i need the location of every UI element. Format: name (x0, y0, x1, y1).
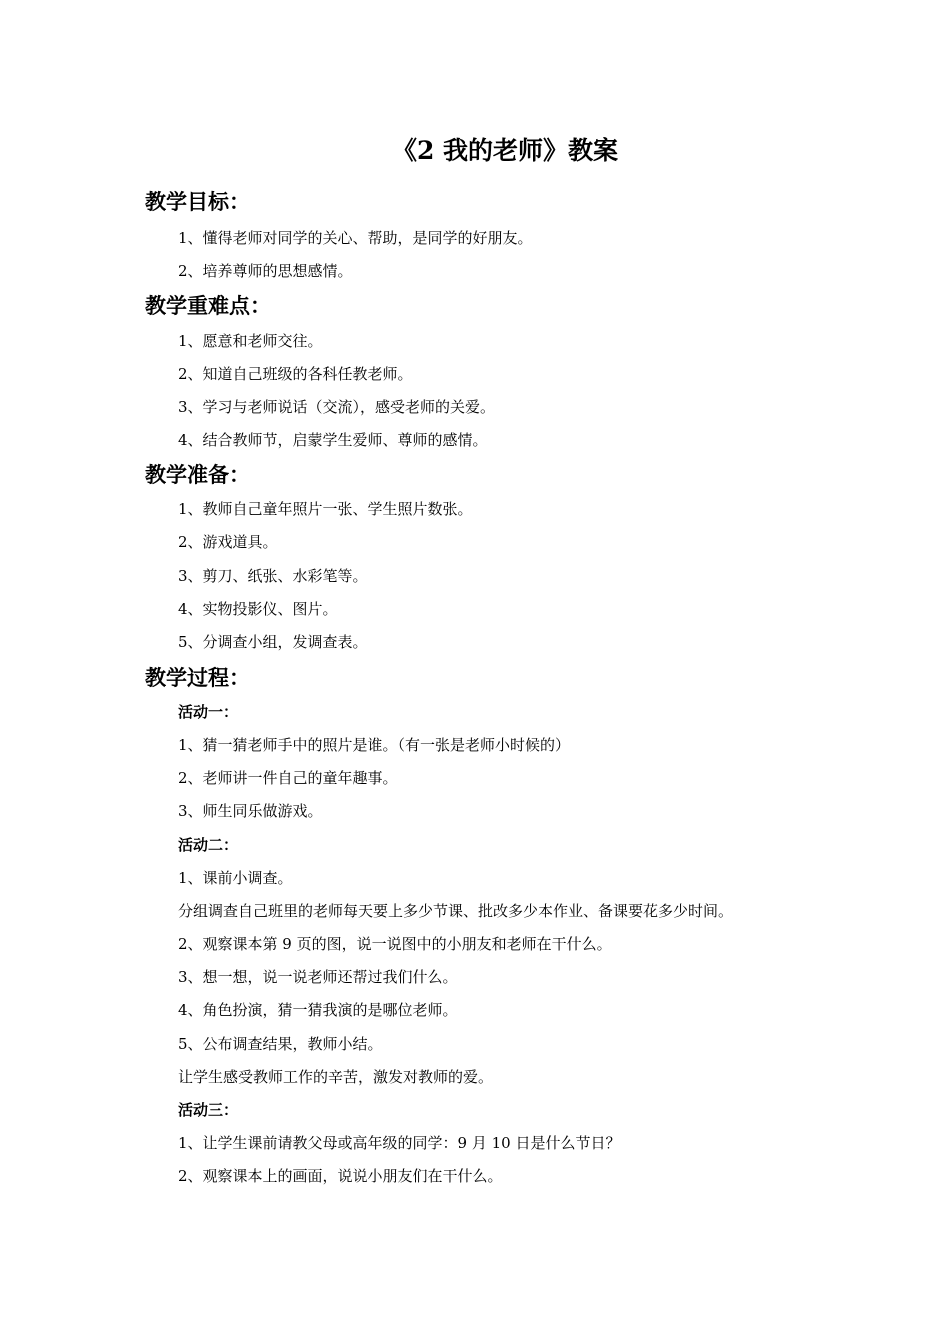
heading-process: 教学过程： (145, 666, 250, 690)
activity-one-item: 3、师生同乐做游戏。 (178, 802, 323, 820)
activity-two-item: 让学生感受教师工作的辛苦，激发对教师的爱。 (178, 1068, 494, 1086)
activity-two-label: 活动二： (178, 836, 239, 854)
preparation-item: 4、实物投影仪、图片。 (178, 600, 338, 618)
preparation-item: 2、游戏道具。 (178, 533, 278, 551)
heading-preparation: 教学准备： (145, 463, 250, 487)
activity-three-item: 2、观察课本上的画面，说说小朋友们在干什么。 (178, 1167, 503, 1185)
activity-two-item: 2、观察课本第 9 页的图，说一说图中的小朋友和老师在干什么。 (178, 935, 612, 953)
preparation-item: 5、分调查小组，发调查表。 (178, 633, 368, 651)
activity-one-item: 1、猜一猜老师手中的照片是谁。（有一张是老师小时候的） (178, 736, 571, 754)
key-point-item: 4、结合教师节，启蒙学生爱师、尊师的感情。 (178, 431, 488, 449)
key-point-item: 3、学习与老师说话（交流），感受老师的关爱。 (178, 398, 496, 416)
key-point-item: 2、知道自己班级的各科任教老师。 (178, 365, 413, 383)
activity-two-item: 3、想一想，说一说老师还帮过我们什么。 (178, 968, 458, 986)
heading-goals: 教学目标： (145, 190, 250, 214)
activity-two-item: 5、公布调查结果，教师小结。 (178, 1035, 383, 1053)
activity-three-label: 活动三： (178, 1101, 239, 1119)
activity-three-item: 1、让学生课前请教父母或高年级的同学：9 月 10 日是什么节日？ (178, 1134, 621, 1152)
goal-item: 1、懂得老师对同学的关心、帮助，是同学的好朋友。 (178, 229, 533, 247)
heading-key-points: 教学重难点： (145, 294, 271, 318)
key-point-item: 1、愿意和老师交往。 (178, 332, 323, 350)
preparation-item: 1、教师自己童年照片一张、学生照片数张。 (178, 500, 473, 518)
preparation-item: 3、剪刀、纸张、水彩笔等。 (178, 567, 368, 585)
activity-two-item: 分组调查自己班里的老师每天要上多少节课、批改多少本作业、备课要花多少时间。 (178, 902, 734, 920)
goal-item: 2、培养尊师的思想感情。 (178, 262, 353, 280)
document-title: 《2 我的老师》教案 (391, 136, 619, 165)
activity-one-item: 2、老师讲一件自己的童年趣事。 (178, 769, 398, 787)
activity-two-item: 4、角色扮演，猜一猜我演的是哪位老师。 (178, 1001, 458, 1019)
activity-two-item: 1、课前小调查。 (178, 869, 293, 887)
activity-one-label: 活动一： (178, 703, 239, 721)
